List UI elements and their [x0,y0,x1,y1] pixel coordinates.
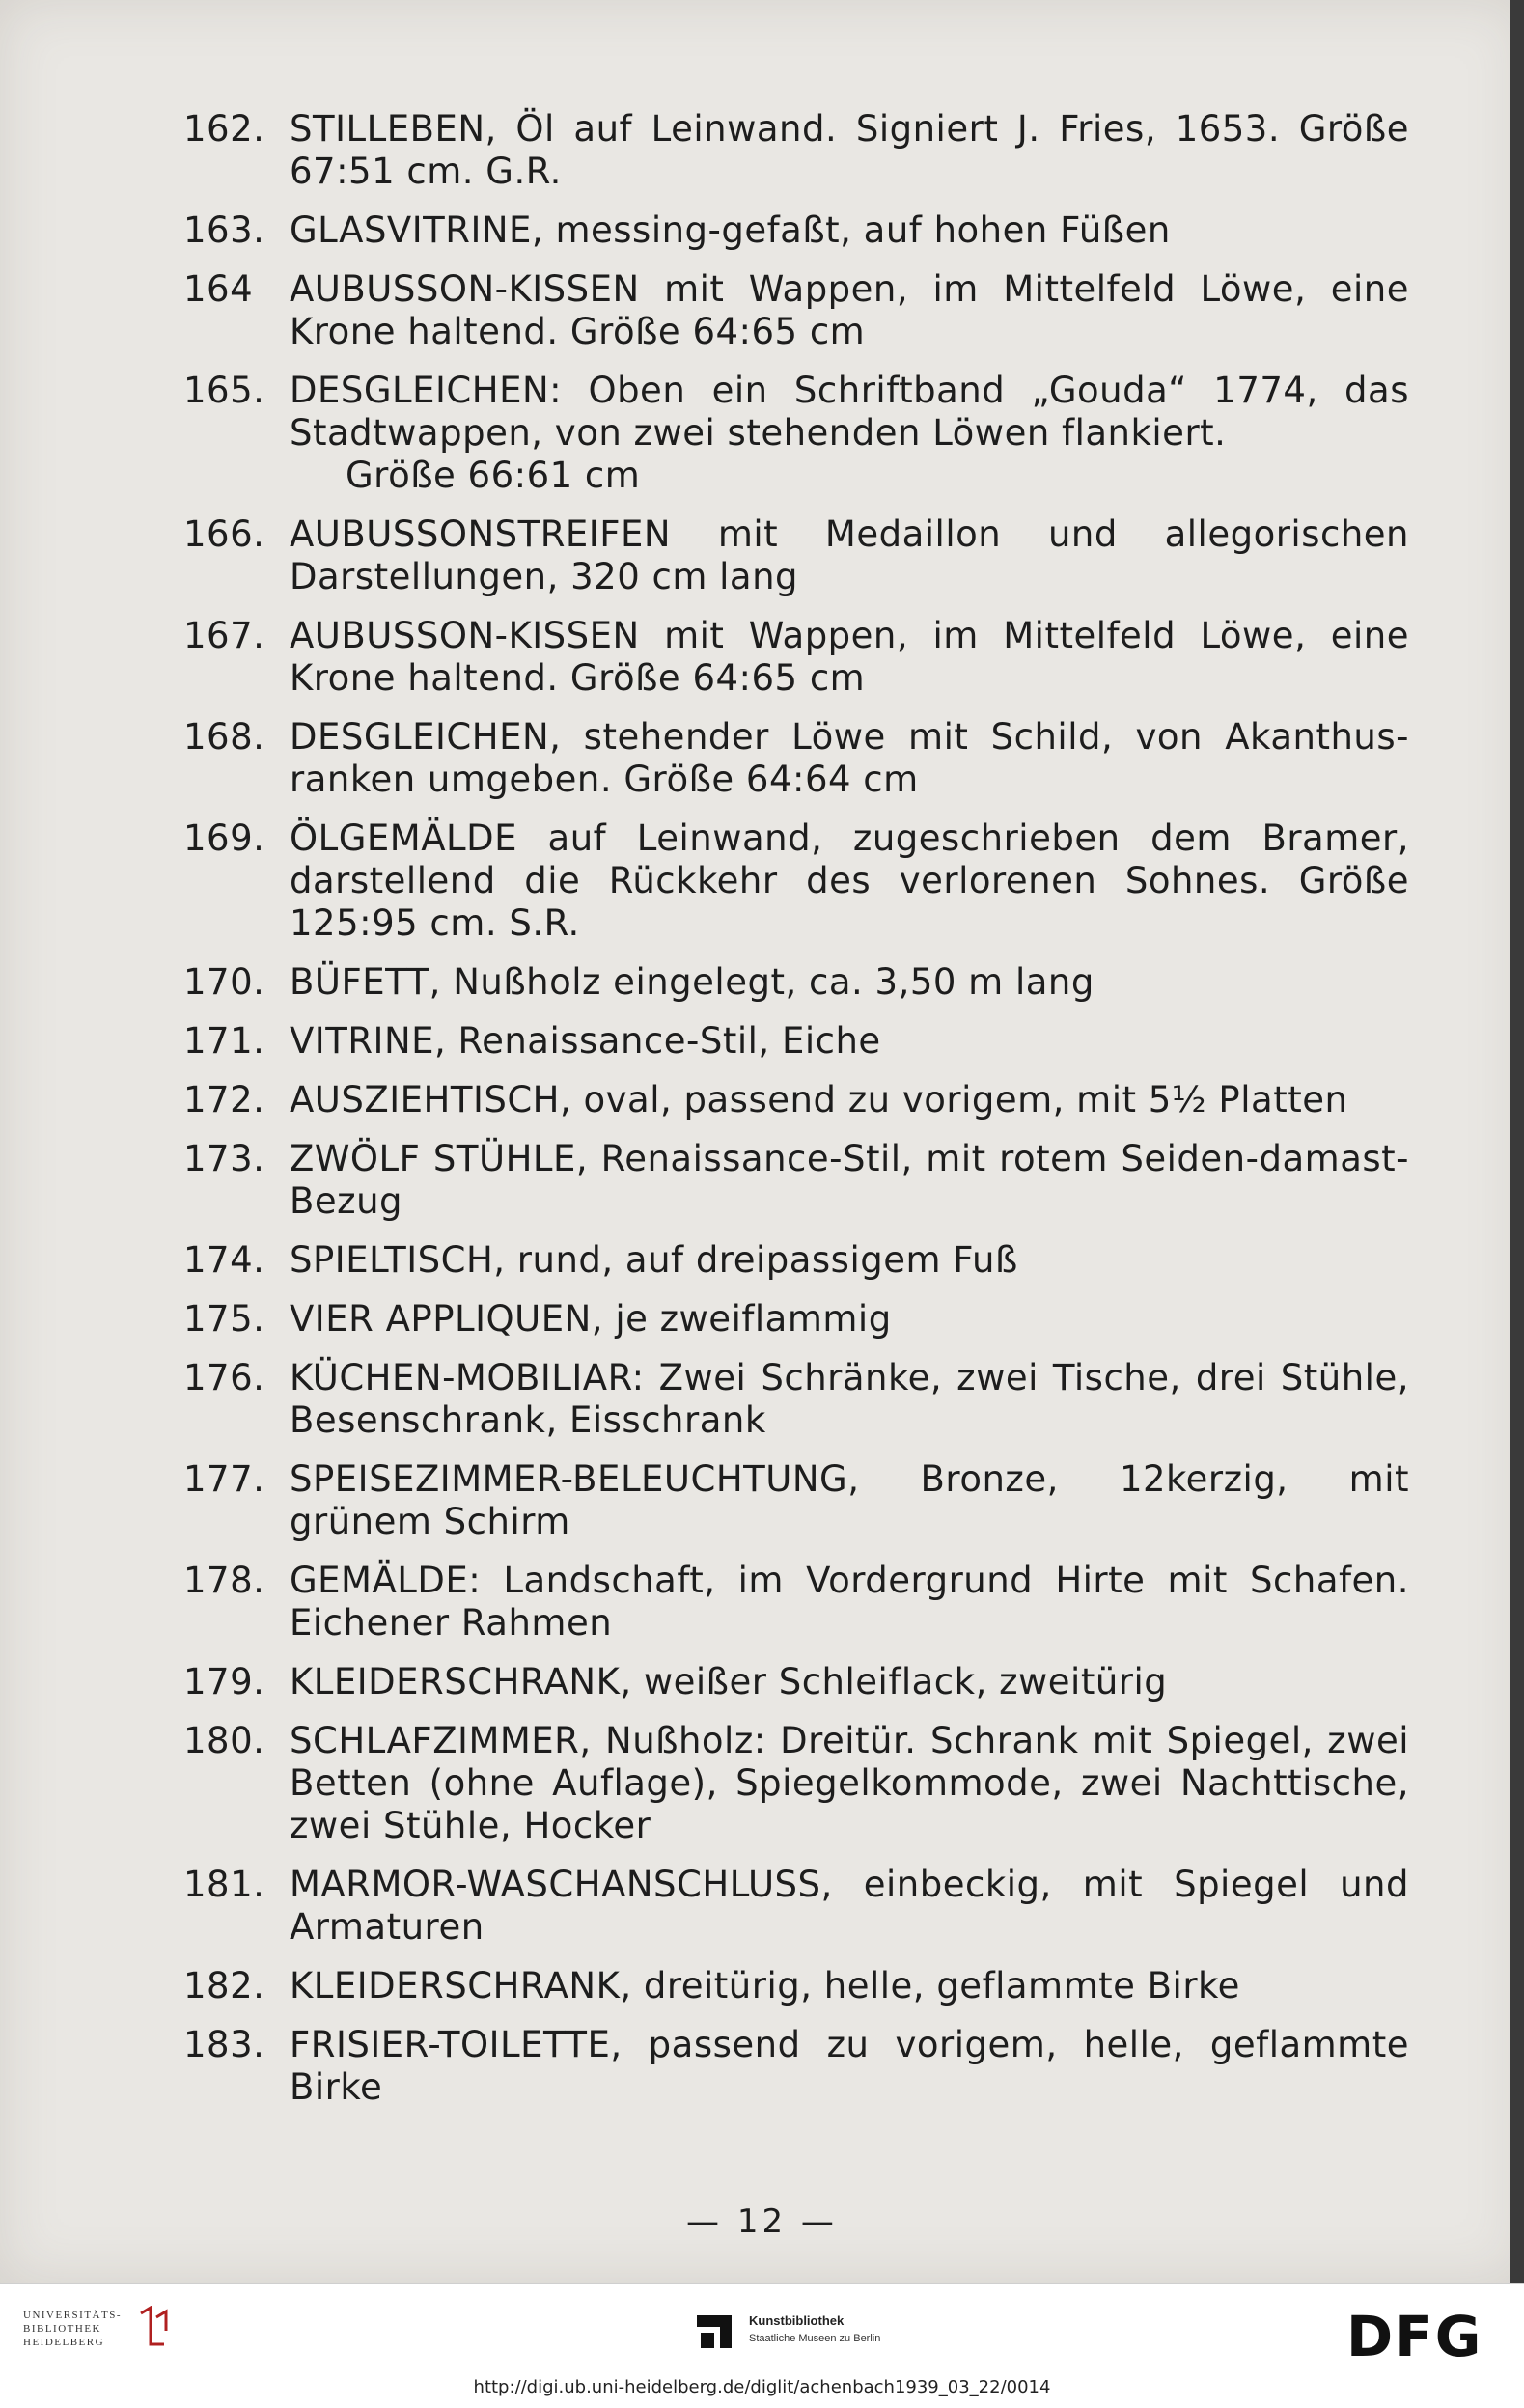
entry-number: 171. [183,1020,265,1062]
entry-description: AUBUSSONSTREIFEN mit Medaillon und allegorischen Darstellungen, 320 cm lang [290,513,1409,597]
catalog-entry [183,2024,1409,2109]
kunstbibliothek-logo[interactable] [693,2304,944,2371]
entry-description: ZWÖLF STÜHLE, Renaissance-Stil, mit rotem Seiden-damast-Bezug [290,1138,1409,1222]
catalog-entry [183,1357,1409,1442]
page-number: — 12 — [686,2202,838,2241]
entry-description: SPIELTISCH, rund, auf dreipassigem Fuß [290,1239,1018,1281]
entry-number: 181. [183,1864,265,1905]
catalog-entry [183,268,1409,353]
entry-description: KLEIDERSCHRANK, dreitürig, helle, geflammte Birke [290,1965,1240,2007]
source-url-link[interactable]: http://digi.ub.uni-heidelberg.de/diglit/achenbach1939_03_22/0014 [473,2377,1051,2397]
viewer-footer [0,2283,1524,2408]
catalog-entry [183,513,1409,598]
entry-description: VIER APPLIQUEN, je zweiflammig [290,1298,892,1340]
catalog-entry [183,615,1409,700]
catalog-entry [183,817,1409,945]
ub-emblem-icon [137,2306,170,2350]
entry-description: SPEISEZIMMER-BELEUCHTUNG, Bronze, 12kerzig, mit grünem Schirm [290,1458,1409,1542]
catalog-entry [183,108,1409,193]
ub-logo-line-1: UNIVERSITÄTS- [23,2310,122,2321]
entry-description: FRISIER-TOILETTE, passend zu vorigem, helle, geflammte Birke [290,2024,1409,2108]
entry-description: KÜCHEN-MOBILIAR: Zwei Schränke, zwei Tische, drei Stühle, Besenschrank, Eisschrank [290,1357,1409,1441]
kunstbibliothek-subtitle: Staatliche Museen zu Berlin [749,2333,881,2344]
catalog-entry [183,1239,1409,1282]
catalog-entry [183,1560,1409,1645]
catalog-entry [183,716,1409,801]
catalog-entry [183,1298,1409,1341]
entry-description: STILLEBEN, Öl auf Leinwand. Signiert J. Fries, 1653. Größe 67:51 cm. G.R. [290,108,1409,192]
catalog-entry [183,1864,1409,1949]
entry-number: 170. [183,961,265,1003]
kunstbibliothek-title: Kunstbibliothek [749,2313,845,2328]
entry-description: ÖLGEMÄLDE auf Leinwand, zugeschrieben dem Bramer, darstellend die Rückkehr des verlorenen Sohnes. Größe 125:95 cm. S.R. [290,817,1409,944]
catalog-entry [183,1965,1409,2007]
entry-description: DESGLEICHEN: Oben ein Schriftband „Gouda“ 1774, das Stadtwappen, von zwei stehenden Löwen flankiert. [290,370,1409,454]
entry-number: 165. [183,370,265,411]
entry-number: 178. [183,1560,265,1601]
entry-description: GEMÄLDE: Landschaft, im Vordergrund Hirte mit Schafen. Eichener Rahmen [290,1560,1409,1644]
entry-number: 162. [183,108,265,150]
catalog-entry [183,961,1409,1004]
dfg-logo[interactable]: DFG [1346,2304,1483,2369]
entry-number: 173. [183,1138,265,1179]
entry-number: 175. [183,1298,265,1340]
entry-number: 174. [183,1239,265,1281]
entry-number: 163. [183,209,265,251]
entry-description: AUBUSSON-KISSEN mit Wappen, im Mittelfeld Löwe, eine Krone haltend. Größe 64:65 cm [290,615,1409,699]
entry-number: 172. [183,1079,265,1121]
catalog-entry [183,1458,1409,1543]
entry-number: 180. [183,1720,265,1761]
ub-heidelberg-logo[interactable] [23,2306,216,2373]
entry-number: 169. [183,817,265,859]
entry-description: MARMOR-WASCHANSCHLUSS, einbeckig, mit Spiegel und Armaturen [290,1864,1409,1948]
entry-number: 182. [183,1965,265,2007]
catalog-entry [183,370,1409,497]
catalog-entry [183,1020,1409,1063]
entry-number: 183. [183,2024,265,2065]
entry-number: 179. [183,1661,265,1702]
entry-description: VITRINE, Renaissance-Stil, Eiche [290,1020,881,1062]
catalog-entry [183,209,1409,252]
kunstbibliothek-emblem-icon [693,2310,735,2352]
entry-number: 167. [183,615,265,656]
entry-number: 168. [183,716,265,758]
scan-edge [1510,0,1524,2283]
entry-number: 177. [183,1458,265,1500]
entry-description: DESGLEICHEN, stehender Löwe mit Schild, von Akanthus-ranken umgeben. Größe 64:64 cm [290,716,1409,800]
catalog-entry [183,1138,1409,1223]
entry-number: 166. [183,513,265,555]
catalog-entry [183,1661,1409,1703]
catalog-entry [183,1079,1409,1121]
entry-number: 176. [183,1357,265,1398]
entry-description: KLEIDERSCHRANK, weißer Schleiflack, zweitürig [290,1661,1168,1702]
entry-description: SCHLAFZIMMER, Nußholz: Dreitür. Schrank mit Spiegel, zwei Betten (ohne Auflage), Spiegelkommode, zwei Nachttische, zwei Stühle, Hocker [290,1720,1409,1846]
entry-description-tail: Größe 66:61 cm [346,455,641,496]
ub-logo-line-3: HEIDELBERG [23,2337,105,2348]
entry-description: AUSZIEHTISCH, oval, passend zu vorigem, mit 5½ Platten [290,1079,1348,1121]
entry-description: AUBUSSON-KISSEN mit Wappen, im Mittelfeld Löwe, eine Krone haltend. Größe 64:65 cm [290,268,1409,352]
entry-description: BÜFETT, Nußholz eingelegt, ca. 3,50 m lang [290,961,1095,1003]
ub-logo-line-2: BIBLIOTHEK [23,2323,101,2335]
catalog-entry-list [183,108,1409,2125]
entry-description: GLASVITRINE, messing-gefaßt, auf hohen Füßen [290,209,1171,251]
catalog-entry [183,1720,1409,1847]
entry-number: 164 [183,268,254,310]
